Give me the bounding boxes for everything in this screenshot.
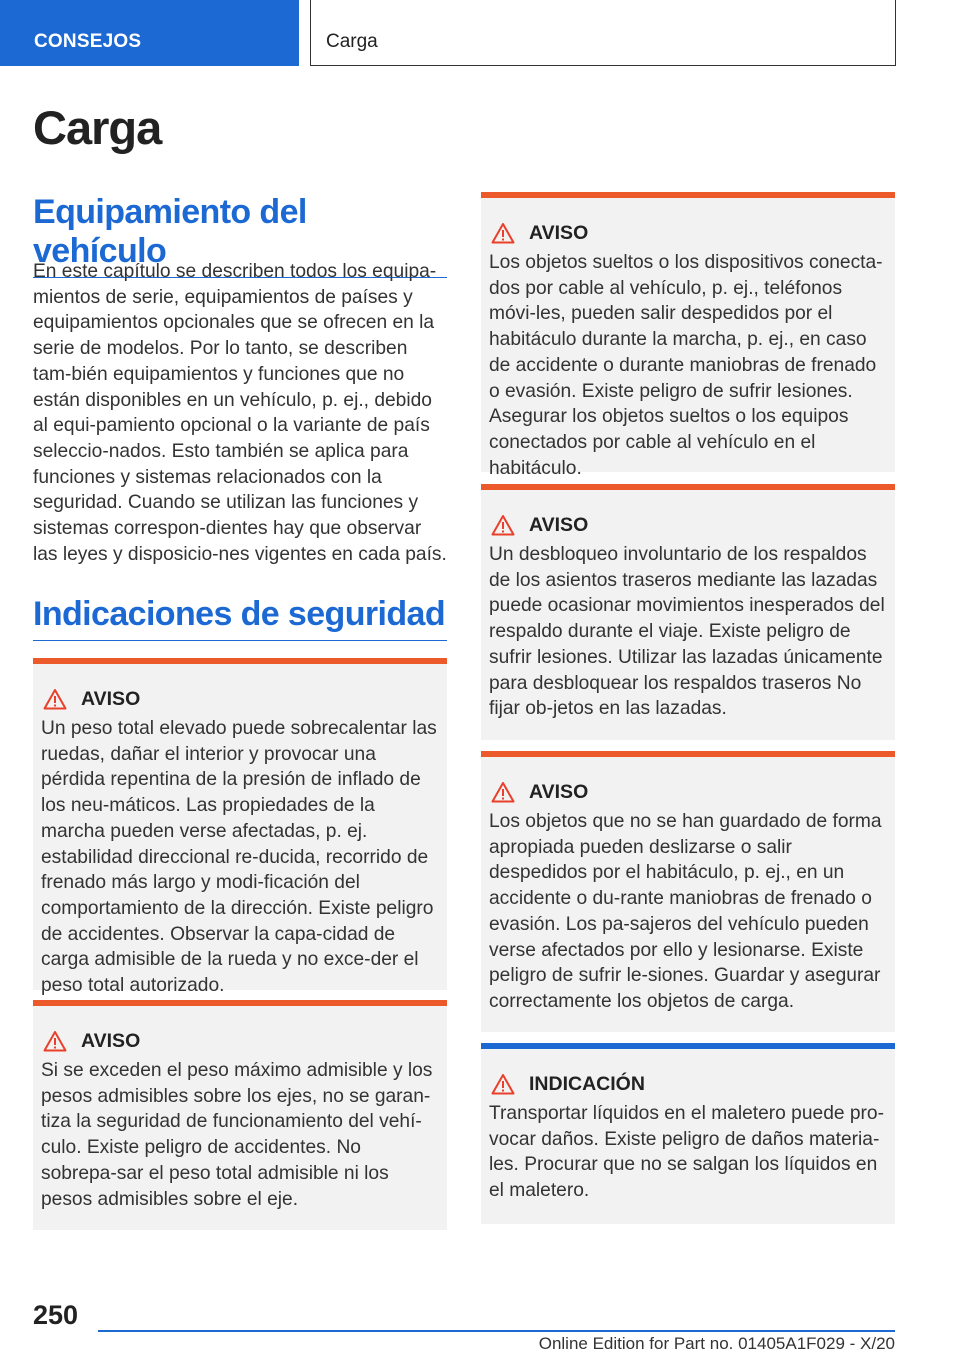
notice-warning-peso-maximo [33,1000,447,1230]
notice-header [489,220,887,246]
footer-divider [98,1330,895,1332]
notice-title: AVISO [81,1029,141,1052]
header-section-tab: CONSEJOS [0,0,299,66]
notice-text: Transportar líquidos en el maletero puede pro-vocar daños. Existe peligro de daños materia-les. Procurar que no se salgan los líquidos en el maletero. [489,1103,884,1202]
page-title: Carga [33,101,162,154]
notice-title: INDICACIÓN [529,1072,645,1095]
notice-text: Si se exceden el peso máximo admisible y los pesos admisibles sobre los ejes, no se garan-tiza la seguridad de funcionamiento del vehí-culo. Existe peligro de accidentes. No sobrepa-sar el peso total admisible ni los pesos admisibles sobre el eje. [41,1060,433,1210]
warning-triangle-icon [491,781,515,803]
warning-triangle-icon [491,514,515,536]
section-paragraph-equipamiento: En este capítulo se describen todos los equipa-mientos de serie, equipamientos de países y equipamientos opcionales que se ofrecen en la serie de modelos. Por lo tanto, se describen tam-bién equipamientos y funciones que no están disponibles en un vehículo, p. ej., debido al equi-pamiento opcional o la variante de país seleccio-nados. Esto también se aplica para funciones y sistemas relacionados con la seguridad. Cuando se utilizan las funciones y sistemas correspon-dientes hay que observar las leyes y disposicio-nes vigentes en cada país. [33,261,447,565]
notice-text: Los objetos sueltos o los dispositivos conecta-dos por cable al vehículo, p. ej., teléfonos móvi-les, pueden salir despedidos por el habitáculo durante la marcha, p. ej., en caso de accidente o durante maniobras de frenado o evasión. Existe peligro de sufrir lesiones. Asegurar los objetos sueltos o los equipos conectados por cable al vehículo en el habitáculo. [489,252,883,479]
notice-header [489,512,887,538]
notice-text: Un desbloqueo involuntario de los respaldos de los asientos traseros mediante las lazadas puede ocasionar movimientos inesperados del respaldo durante el viaje. Existe peligro de sufrir lesiones. Utilizar las lazadas únicamente para desbloquear los respaldos traseros No fijar ob-jetos en las lazadas. [489,544,885,720]
notice-text: Un peso total elevado puede sobrecalentar las ruedas, dañar el interior y provocar una pérdida repentina de la presión de inflado de los neu-máticos. Las propiedades de la marcha pueden verse afectadas, p. ej. estabilidad direccional re-ducida, recorrido de frenado más largo y modi-ficación del comportamiento de la dirección. Existe peligro de accidentes. Observar la capa-cidad de carga admisible de la rueda y no exce-der el peso total autorizado. [41,718,437,997]
notice-title: AVISO [529,513,589,536]
notice-warning-objetos-carga [481,751,895,1032]
warning-triangle-icon [43,1030,67,1052]
notice-header [489,1071,887,1097]
notice-header [489,779,887,805]
section-heading-seguridad: Indicaciones de seguridad [33,595,447,641]
page-number: 250 [33,1300,79,1330]
notice-info-liquidos [481,1043,895,1224]
notice-header [41,686,439,712]
notice-title: AVISO [81,687,141,710]
notice-title: AVISO [529,221,589,244]
section-heading-equipamiento: Equipamiento del vehículo [33,193,447,278]
warning-triangle-icon [491,222,515,244]
notice-title: AVISO [529,780,589,803]
footer-edition-text: Online Edition for Part no. 01405A1F029 - X/20 [538,1334,895,1353]
notice-header [41,1028,439,1054]
warning-triangle-icon [43,688,67,710]
header-page-topic: Carga [310,0,896,66]
notice-warning-respaldos [481,484,895,740]
notice-warning-objetos-sueltos [481,192,895,479]
warning-triangle-icon [491,1073,515,1095]
notice-warning-peso-total [33,658,447,997]
notice-text: Los objetos que no se han guardado de forma apropiada pueden deslizarse o salir despedidos por el habitáculo, p. ej., en un accidente o du-rante maniobras de frenado o evasión. Los pa-sajeros del vehículo pueden verse afectados por ello y lesionarse. Existe peligro de sufrir le-siones. Guardar y asegurar correctamente los objetos de carga. [489,811,882,1012]
